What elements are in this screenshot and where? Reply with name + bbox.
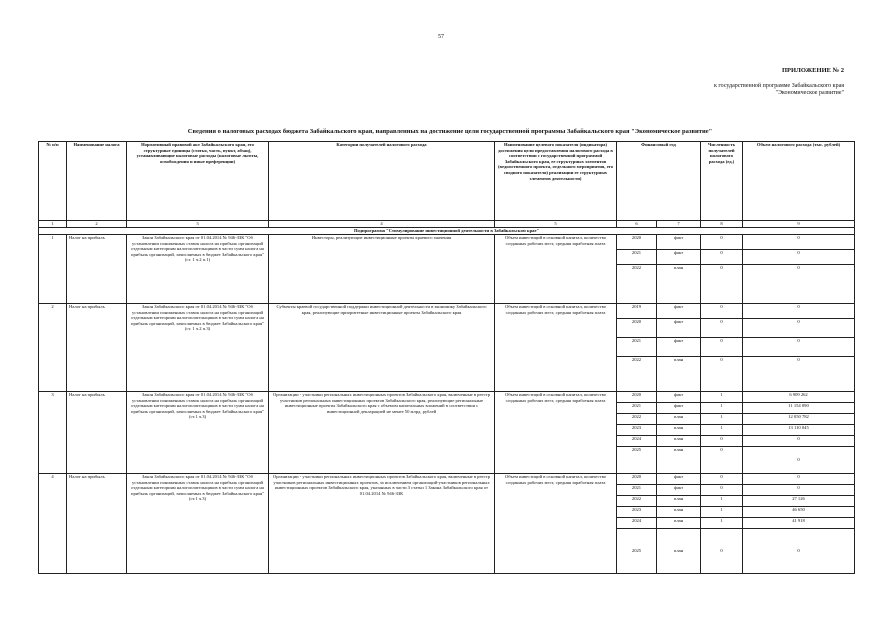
row-number: 2 bbox=[39, 304, 67, 392]
col-num: 3 bbox=[127, 221, 269, 228]
count-cell: 0 bbox=[701, 485, 743, 496]
col-num: 1 bbox=[39, 221, 67, 228]
appendix-header bbox=[600, 67, 844, 97]
header-recipients: Категории получателей налогового расхода bbox=[269, 142, 495, 221]
table-row bbox=[39, 304, 855, 319]
appendix-title: ПРИЛОЖЕНИЕ № 2 bbox=[781, 67, 844, 74]
year-cell: 2022 bbox=[617, 265, 657, 304]
volume-cell: 0 bbox=[743, 250, 855, 265]
type-cell: план bbox=[657, 436, 701, 447]
recipient-category: Субъекты краевой государственной поддержки инвестиционной деятельности в экономику Забайкальского края, реализующие приоритетные инвестиционные проекты Забайкальского края bbox=[269, 304, 495, 392]
count-cell: 0 bbox=[701, 319, 743, 338]
page-number: 57 bbox=[438, 34, 444, 40]
year-cell: 2020 bbox=[617, 235, 657, 250]
row-number: 1 bbox=[39, 235, 67, 304]
count-cell: 0 bbox=[701, 304, 743, 319]
year-cell: 2021 bbox=[617, 403, 657, 414]
header-tax-name: Наименование налога bbox=[67, 142, 127, 221]
tax-name: Налог на прибыль bbox=[67, 235, 127, 304]
subprogram-row bbox=[39, 228, 855, 235]
type-cell: план bbox=[657, 425, 701, 436]
table-row bbox=[39, 474, 855, 485]
year-cell: 2022 bbox=[617, 414, 657, 425]
header-fiscal-year: Финансовый год bbox=[617, 142, 701, 221]
type-cell: факт bbox=[657, 474, 701, 485]
count-cell: 0 bbox=[701, 357, 743, 392]
year-cell: 2024 bbox=[617, 436, 657, 447]
appendix-line-3: "Экономическое развитие" bbox=[775, 90, 844, 96]
count-cell: 1 bbox=[701, 496, 743, 507]
year-cell: 2022 bbox=[617, 496, 657, 507]
legal-act: Закон Забайкальского края от 01.04.2014 № 946-ЗЗК "Об установлении пониженных ставок налога на прибыль организаций отдельным категориям налогоплательщиков в части сумм налога на прибыль организаций, зачисляемых в бюджет Забайкальского края" (ст. 1 ч.2 п.3) bbox=[127, 304, 269, 392]
subprogram-title: Подпрограмма "Стимулирование инвестиционной деятельности в Забайкальском крае" bbox=[39, 228, 855, 235]
count-cell: 0 bbox=[701, 265, 743, 304]
year-cell: 2021 bbox=[617, 250, 657, 265]
target-indicator: Объем инвестиций в основной капитал, количество созданных рабочих мест, средняя заработная плата bbox=[495, 474, 617, 574]
year-cell: 2022 bbox=[617, 357, 657, 392]
col-num: 5 bbox=[495, 221, 617, 228]
count-cell: 0 bbox=[701, 447, 743, 474]
count-cell: 0 bbox=[701, 436, 743, 447]
volume-cell: 46 650 bbox=[743, 507, 855, 518]
tax-name: Налог на прибыль bbox=[67, 304, 127, 392]
year-cell: 2024 bbox=[617, 518, 657, 529]
header-volume: Объем налогового расхода (тыс. рублей) bbox=[743, 142, 855, 221]
year-cell: 2023 bbox=[617, 507, 657, 518]
tax-name: Налог на прибыль bbox=[67, 474, 127, 574]
table-header-row bbox=[39, 142, 855, 221]
col-num: 4 bbox=[269, 221, 495, 228]
row-number: 4 bbox=[39, 474, 67, 574]
target-indicator: Объем инвестиций в основной капитал, количество созданных рабочих мест, средняя заработная плата bbox=[495, 304, 617, 392]
header-recipient-count: Численность получателей налогового расхода (ед.) bbox=[701, 142, 743, 221]
count-cell: 0 bbox=[701, 250, 743, 265]
volume-cell: 6 909 262 bbox=[743, 392, 855, 403]
volume-cell: 0 bbox=[743, 357, 855, 392]
legal-act: Закон Забайкальского края от 01.04.2014 № 946-ЗЗК "Об установлении пониженных ставок налога на прибыль организаций отдельным категориям налогоплательщиков в части сумм налога на прибыль организаций, зачисляемых в бюджет Забайкальского края" (ст. 1 ч.2 п.1) bbox=[127, 235, 269, 304]
count-cell: 1 bbox=[701, 414, 743, 425]
tax-expenditure-table bbox=[38, 141, 855, 574]
year-cell: 2025 bbox=[617, 447, 657, 474]
year-cell: 2021 bbox=[617, 485, 657, 496]
row-number: 3 bbox=[39, 392, 67, 474]
volume-cell: 27 126 bbox=[743, 496, 855, 507]
type-cell: факт bbox=[657, 485, 701, 496]
recipient-category: Инвесторы, реализующие инвестиционные проекты краевого значения bbox=[269, 235, 495, 304]
column-numbers-row bbox=[39, 221, 855, 228]
count-cell: 1 bbox=[701, 425, 743, 436]
legal-act: Закон Забайкальского края от 01.04.2014 № 946-ЗЗК "Об установлении пониженных ставок налога на прибыль организаций отдельным категориям налогоплательщиков в части сумм налога на прибыль организаций, зачисляемых в бюджет Забайкальского края" (ст.1 ч.3) bbox=[127, 392, 269, 474]
volume-cell: 0 bbox=[743, 447, 855, 474]
volume-cell: 0 bbox=[743, 529, 855, 574]
year-cell: 2020 bbox=[617, 319, 657, 338]
volume-cell: 0 bbox=[743, 235, 855, 250]
volume-cell: 0 bbox=[743, 265, 855, 304]
col-num: 7 bbox=[657, 221, 701, 228]
year-cell: 2025 bbox=[617, 529, 657, 574]
type-cell: план bbox=[657, 518, 701, 529]
count-cell: 0 bbox=[701, 338, 743, 357]
col-num: 9 bbox=[743, 221, 855, 228]
legal-act: Закон Забайкальского края от 01.04.2014 № 946-ЗЗК "Об установлении пониженных ставок налога на прибыль организаций отдельным категориям налогоплательщиков в части сумм налога на прибыль организаций, зачисляемых в бюджет Забайкальского края" (ст.1 ч.3) bbox=[127, 474, 269, 574]
type-cell: факт bbox=[657, 235, 701, 250]
target-indicator: Объем инвестиций в основной капитал, количество созданных рабочих мест, средняя заработная плата bbox=[495, 235, 617, 304]
count-cell: 1 bbox=[701, 392, 743, 403]
type-cell: план bbox=[657, 414, 701, 425]
header-indicator: Наименование целевого показателя (индикатора) достижения цели предоставления налогового расхода в соответствии с государственной программой Забайкальского края, ее структурных элементов (ведомственного проекта, отдельного мероприятия, его сводного показателя) реализации ее структурных элементов деятельности) bbox=[495, 142, 617, 221]
volume-cell: 0 bbox=[743, 474, 855, 485]
appendix-line-2: к государственной программе Забайкальского края bbox=[713, 83, 844, 89]
type-cell: факт bbox=[657, 403, 701, 414]
col-num: 6 bbox=[617, 221, 657, 228]
type-cell: план bbox=[657, 447, 701, 474]
count-cell: 0 bbox=[701, 235, 743, 250]
type-cell: план bbox=[657, 357, 701, 392]
document-title: Сведения о налоговых расходах бюджета Забайкальского края, направленных на достижение цели государственной программы Забайкальского края "Экономическое развитие" bbox=[187, 128, 713, 135]
recipient-category: Организации - участники региональных инвестиционных проектов Забайкальского края, включенные в реестр участников региональных инвестиционных проектов Забайкальского края, реализующие региональные инвестиционные проекты Забайкальского края с объемом капитальных вложений в соответствии с инвестиционной декларацией не менее 50 млрд. рублей bbox=[269, 392, 495, 474]
type-cell: план bbox=[657, 265, 701, 304]
volume-cell: 41 918 bbox=[743, 518, 855, 529]
type-cell: факт bbox=[657, 250, 701, 265]
col-num: 2 bbox=[67, 221, 127, 228]
type-cell: факт bbox=[657, 304, 701, 319]
volume-cell: 0 bbox=[743, 338, 855, 357]
volume-cell: 12 050 782 bbox=[743, 414, 855, 425]
count-cell: 1 bbox=[701, 507, 743, 518]
year-cell: 2023 bbox=[617, 425, 657, 436]
target-indicator: Объем инвестиций в основной капитал, количество созданных рабочих мест, средняя заработная плата bbox=[495, 392, 617, 474]
year-cell: 2020 bbox=[617, 392, 657, 403]
volume-cell: 0 bbox=[743, 485, 855, 496]
volume-cell: 11 154 090 bbox=[743, 403, 855, 414]
year-cell: 2021 bbox=[617, 338, 657, 357]
type-cell: факт bbox=[657, 392, 701, 403]
header-legal-act: Нормативный правовой акт Забайкальского края, его структурные единицы (статья, часть, пункт, абзац), устанавливающие налоговые расходы (налоговые льготы, освобождения и иные преференции) bbox=[127, 142, 269, 221]
type-cell: факт bbox=[657, 319, 701, 338]
type-cell: факт bbox=[657, 338, 701, 357]
count-cell: 0 bbox=[701, 474, 743, 485]
table-row bbox=[39, 235, 855, 250]
type-cell: план bbox=[657, 507, 701, 518]
count-cell: 1 bbox=[701, 518, 743, 529]
volume-cell: 0 bbox=[743, 304, 855, 319]
count-cell: 1 bbox=[701, 403, 743, 414]
year-cell: 2019 bbox=[617, 304, 657, 319]
volume-cell: 0 bbox=[743, 436, 855, 447]
col-num: 8 bbox=[701, 221, 743, 228]
year-cell: 2020 bbox=[617, 474, 657, 485]
recipient-category: Организации - участники региональных инвестиционных проектов Забайкальского края, включенные в реестр участников региональных инвестиционных проектов, за исключением организаций-участников региональных инвестиционных проектов Забайкальского края, указанных в части 3 статьи 1 Закона Забайкальского края от 01.04.2014 № 946-ЗЗК bbox=[269, 474, 495, 574]
count-cell: 0 bbox=[701, 529, 743, 574]
table-row bbox=[39, 392, 855, 403]
type-cell: план bbox=[657, 529, 701, 574]
volume-cell: 13 110 045 bbox=[743, 425, 855, 436]
volume-cell: 0 bbox=[743, 319, 855, 338]
header-number: № п/п bbox=[39, 142, 67, 221]
type-cell: план bbox=[657, 496, 701, 507]
tax-name: Налог на прибыль bbox=[67, 392, 127, 474]
